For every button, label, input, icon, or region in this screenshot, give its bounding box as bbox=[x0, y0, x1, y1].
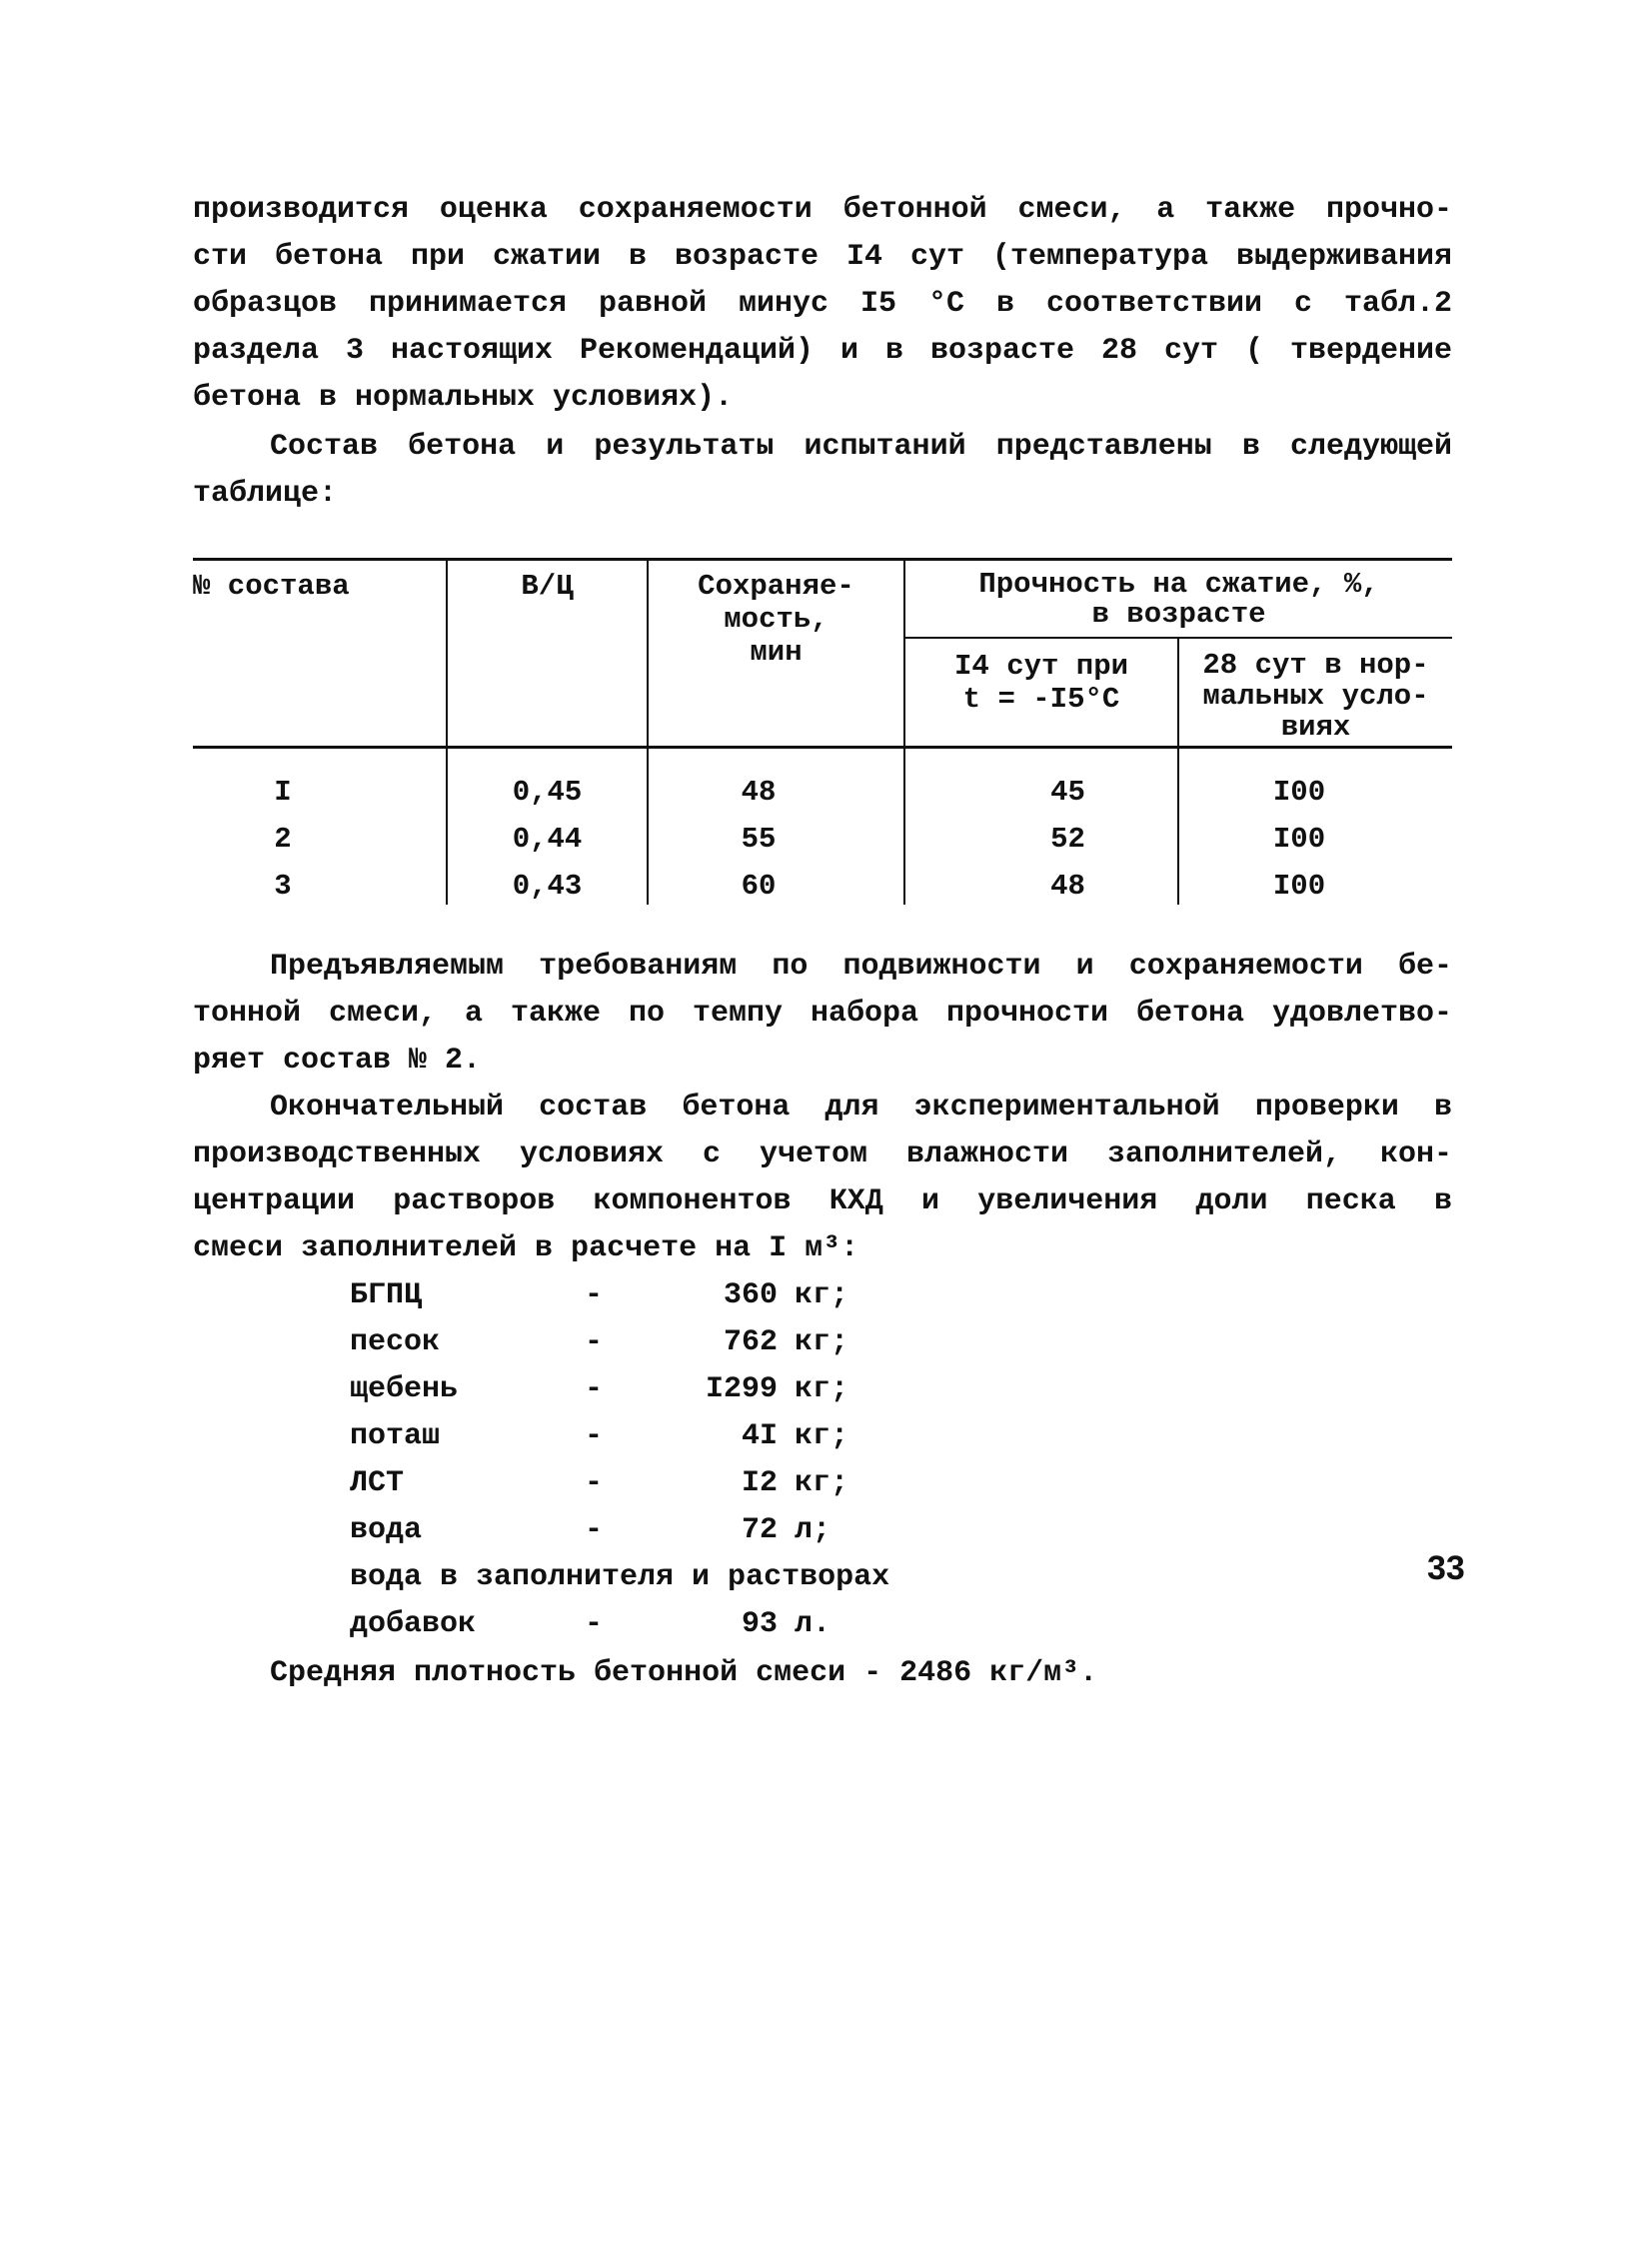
item-value: 360 bbox=[723, 1278, 778, 1312]
paragraph-line: ряет состав № 2. bbox=[193, 1044, 482, 1078]
item-dash: - bbox=[585, 1466, 604, 1500]
item-name: ЛСТ bbox=[350, 1466, 405, 1500]
paragraph-line: тонной смеси, а также по темпу набора прочности бетона удовлетво- bbox=[193, 997, 1452, 1031]
cell-day28: I00 bbox=[1272, 870, 1326, 903]
paragraph-line: образцов принимается равной минус I5 °C в соответствии с табл.2 bbox=[193, 287, 1452, 321]
paragraph-line: раздела 3 настоящих Рекомендаций) и в возрасте 28 сут ( твердение bbox=[193, 334, 1452, 368]
cell-number: 2 bbox=[274, 823, 292, 856]
item-dash: - bbox=[585, 1325, 604, 1359]
cell-day14: 52 bbox=[1050, 823, 1085, 856]
header-strength bbox=[905, 570, 1452, 630]
table-header-rule bbox=[193, 746, 1452, 749]
header-number: № состава bbox=[193, 570, 350, 603]
item-name: щебень bbox=[350, 1372, 459, 1406]
cell-day28: I00 bbox=[1272, 776, 1326, 809]
cell-number: 3 bbox=[274, 870, 292, 903]
item-unit: кг; bbox=[795, 1278, 849, 1312]
item-name: БГПЦ bbox=[350, 1278, 423, 1312]
paragraph-line: сти бетона при сжатии в возрасте I4 сут (температура выдерживания bbox=[193, 240, 1452, 274]
item-dash: - bbox=[585, 1419, 604, 1453]
cell-wc: 0,44 bbox=[512, 823, 583, 856]
item-name: песок bbox=[350, 1325, 441, 1359]
item-value: 4I bbox=[741, 1419, 778, 1453]
header-line: Прочность на сжатие, %, bbox=[978, 568, 1379, 601]
cell-day14: 48 bbox=[1050, 870, 1085, 903]
header-line: I4 сут при bbox=[953, 650, 1129, 683]
cell-retention: 48 bbox=[741, 776, 777, 809]
item-unit: кг; bbox=[795, 1372, 849, 1406]
paragraph-line: Состав бетона и результаты испытаний представлены в следующей bbox=[270, 430, 1452, 464]
header-line: виях bbox=[1280, 711, 1351, 744]
header-line: мость, bbox=[724, 603, 828, 636]
item-name: поташ bbox=[350, 1419, 441, 1453]
item-unit: кг; bbox=[795, 1419, 849, 1453]
item-name: добавок bbox=[350, 1607, 477, 1641]
item-unit: кг; bbox=[795, 1325, 849, 1359]
item-value: 93 bbox=[741, 1607, 778, 1641]
header-line: Сохраняе- bbox=[698, 570, 854, 603]
header-line: в возрасте bbox=[1091, 598, 1266, 631]
item-value: 762 bbox=[723, 1325, 778, 1359]
cell-day14: 45 bbox=[1050, 776, 1085, 809]
item-unit: кг; bbox=[795, 1466, 849, 1500]
paragraph-line: бетона в нормальных условиях). bbox=[193, 381, 734, 415]
cell-wc: 0,45 bbox=[512, 776, 583, 809]
header-line: 28 сут в нор- bbox=[1202, 649, 1429, 682]
header-day14 bbox=[905, 650, 1177, 716]
item-dash: - bbox=[585, 1513, 604, 1547]
paragraph-line: центрации растворов компонентов КХД и увеличения доли песка в bbox=[193, 1184, 1452, 1218]
cell-number: I bbox=[274, 776, 292, 809]
item-dash: - bbox=[585, 1372, 604, 1406]
item-unit: л. bbox=[795, 1607, 831, 1641]
item-name: вода bbox=[350, 1513, 423, 1547]
density-line: Средняя плотность бетонной смеси - 2486 кг/м³. bbox=[270, 1656, 1098, 1690]
header-retention bbox=[649, 570, 903, 669]
item-unit: л; bbox=[795, 1513, 831, 1547]
header-wc: В/Ц bbox=[521, 570, 574, 603]
item-value: I2 bbox=[741, 1466, 778, 1500]
item-value: I299 bbox=[705, 1372, 778, 1406]
paragraph-line: производится оценка сохраняемости бетонной смеси, а также прочно- bbox=[193, 193, 1452, 227]
paragraph-line: смеси заполнителей в расчете на I м³: bbox=[193, 1231, 859, 1265]
cell-retention: 55 bbox=[741, 823, 777, 856]
item-dash: - bbox=[585, 1278, 604, 1312]
water-note: вода в заполнителя и растворах bbox=[350, 1560, 890, 1594]
paragraph-line: Предъявляемым требованиям по подвижности и сохраняемости бе- bbox=[270, 950, 1452, 984]
item-dash: - bbox=[585, 1607, 604, 1641]
table-top-rule bbox=[193, 558, 1452, 561]
cell-day28: I00 bbox=[1272, 823, 1326, 856]
header-day28 bbox=[1179, 650, 1452, 743]
header-line: мин bbox=[750, 636, 803, 669]
header-line: мальных усло- bbox=[1202, 680, 1429, 713]
cell-retention: 60 bbox=[741, 870, 777, 903]
paragraph-line: таблице: bbox=[193, 477, 338, 511]
paragraph-line: Окончательный состав бетона для экспериментальной проверки в bbox=[270, 1091, 1452, 1124]
cell-wc: 0,43 bbox=[512, 870, 583, 903]
page-number: 33 bbox=[1427, 1549, 1465, 1587]
header-line: t = -I5°C bbox=[962, 683, 1120, 716]
paragraph-line: производственных условиях с учетом влажности заполнителей, кон- bbox=[193, 1137, 1452, 1171]
item-value: 72 bbox=[741, 1513, 778, 1547]
